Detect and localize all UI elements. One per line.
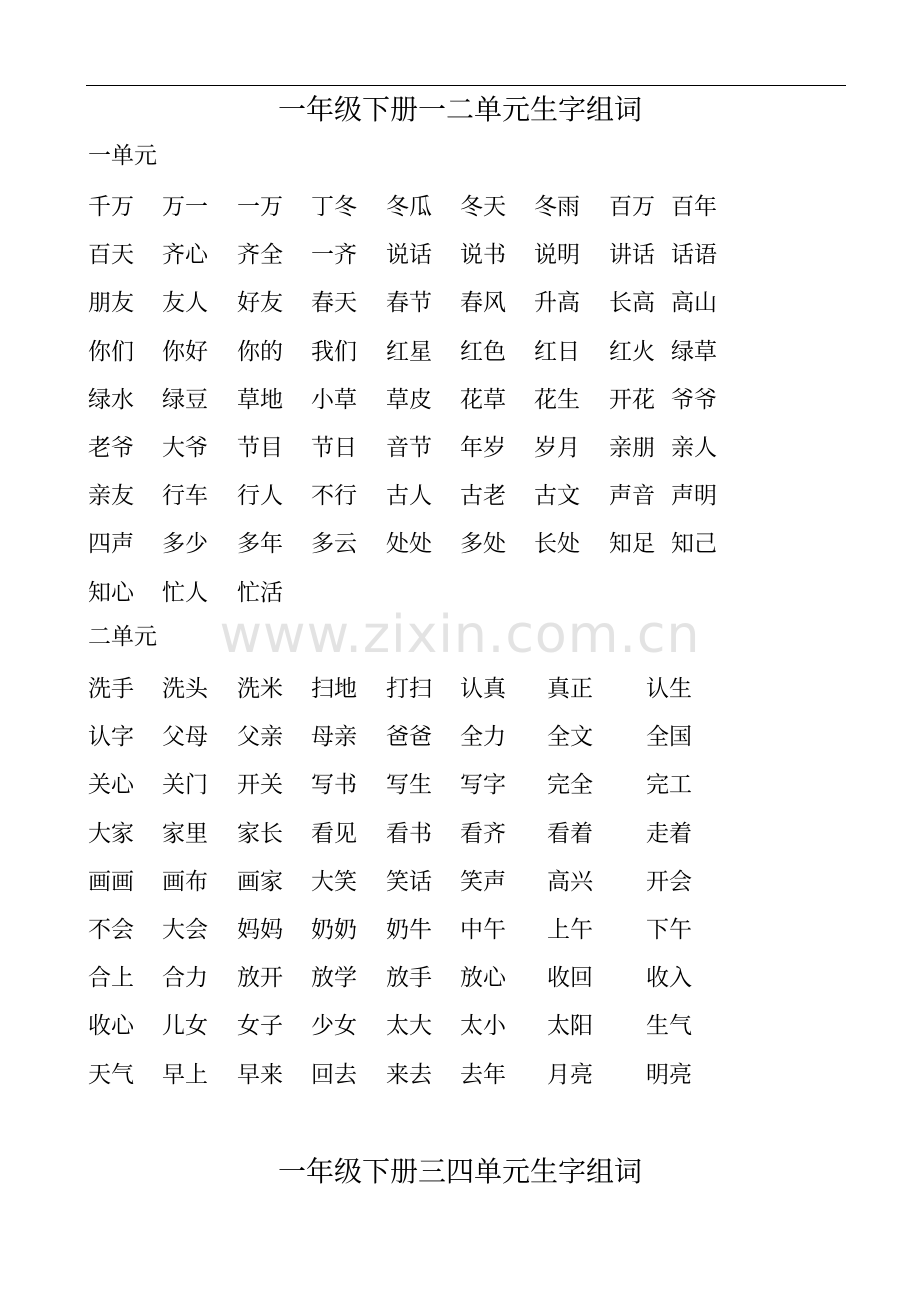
vocab-word: 草地 <box>237 386 283 413</box>
vocab-word: 红星 <box>386 338 432 365</box>
vocab-word: 年岁 <box>460 434 506 461</box>
vocab-word: 写字 <box>460 772 506 799</box>
vocab-word: 我们 <box>311 338 357 365</box>
vocab-word: 开会 <box>646 868 692 895</box>
vocab-word: 亲人 <box>671 434 717 461</box>
vocab-word: 收心 <box>88 1013 134 1040</box>
vocab-word: 全力 <box>460 724 506 751</box>
vocab-word: 千万 <box>88 194 134 220</box>
vocab-word: 打扫 <box>386 676 432 702</box>
vocab-word: 春节 <box>386 290 432 317</box>
vocab-word: 笑话 <box>386 868 432 895</box>
vocab-word: 画画 <box>88 868 134 895</box>
vocab-word: 太大 <box>386 1013 432 1040</box>
vocab-word: 绿草 <box>671 338 717 365</box>
vocab-word: 忙活 <box>237 579 283 606</box>
vocab-word: 放开 <box>237 965 283 992</box>
watermark: www.zixin.com.cn <box>219 605 701 665</box>
vocab-word: 知心 <box>88 579 134 606</box>
vocab-word: 音节 <box>386 434 432 461</box>
vocab-word: 父亲 <box>237 724 283 751</box>
vocab-word: 岁月 <box>534 434 580 461</box>
vocab-word: 老爷 <box>88 434 134 461</box>
vocab-word: 多处 <box>460 531 506 558</box>
vocab-word: 画家 <box>237 868 283 895</box>
vocab-word: 花草 <box>460 386 506 413</box>
vocab-word: 绿豆 <box>162 386 208 413</box>
vocab-word: 放学 <box>311 965 357 992</box>
vocab-word: 四声 <box>88 531 134 558</box>
vocab-word: 处处 <box>386 531 432 558</box>
vocab-word: 古人 <box>386 483 432 510</box>
vocab-word: 放手 <box>386 965 432 992</box>
vocab-word: 古老 <box>460 483 506 510</box>
vocab-word: 家里 <box>162 820 208 847</box>
vocab-word: 冬雨 <box>534 194 580 220</box>
vocab-word: 说明 <box>534 242 580 269</box>
vocab-word: 声明 <box>671 483 717 510</box>
vocab-word: 多少 <box>162 531 208 558</box>
vocab-word: 关心 <box>88 772 134 799</box>
vocab-word: 女子 <box>237 1013 283 1040</box>
vocab-word: 扫地 <box>311 676 357 702</box>
vocab-word: 笑声 <box>460 868 506 895</box>
vocab-word: 冬天 <box>460 194 506 220</box>
vocab-word: 去年 <box>460 1061 506 1088</box>
vocab-word: 节目 <box>237 434 283 461</box>
vocab-word: 你的 <box>237 338 283 365</box>
vocab-word: 放心 <box>460 965 506 992</box>
vocab-word: 太小 <box>460 1013 506 1040</box>
vocab-word: 升高 <box>534 290 580 317</box>
next-section-title: 一年级下册三四单元生字组词 <box>277 1155 642 1188</box>
vocab-word: 绿水 <box>88 386 134 413</box>
vocab-word: 奶牛 <box>386 916 432 943</box>
vocab-word: 节日 <box>311 434 357 461</box>
vocab-word: 洗头 <box>162 676 208 702</box>
vocab-word: 完工 <box>646 772 692 799</box>
vocab-word: 长处 <box>534 531 580 558</box>
vocab-word: 上午 <box>547 916 593 943</box>
vocab-word: 认真 <box>460 676 506 702</box>
vocab-word: 中午 <box>460 916 506 943</box>
vocab-word: 大会 <box>162 916 208 943</box>
vocab-word: 不会 <box>88 916 134 943</box>
vocab-word: 花生 <box>534 386 580 413</box>
vocab-word: 洗米 <box>237 676 283 702</box>
vocab-word: 看齐 <box>460 820 506 847</box>
vocab-word: 父母 <box>162 724 208 751</box>
vocab-word: 亲友 <box>88 483 134 510</box>
vocab-word: 早来 <box>237 1061 283 1088</box>
vocab-word: 长高 <box>609 290 655 317</box>
vocab-word: 齐全 <box>237 242 283 269</box>
vocab-word: 少女 <box>311 1013 357 1040</box>
unit-2-heading: 二单元 <box>88 624 157 650</box>
vocab-word: 红色 <box>460 338 506 365</box>
vocab-word: 早上 <box>162 1061 208 1088</box>
vocab-word: 百年 <box>671 194 717 220</box>
vocab-word: 合上 <box>88 965 134 992</box>
vocab-word: 知己 <box>671 531 717 558</box>
vocab-word: 你好 <box>162 338 208 365</box>
vocab-word: 关门 <box>162 772 208 799</box>
vocab-word: 开关 <box>237 772 283 799</box>
vocab-word: 一齐 <box>311 242 357 269</box>
vocab-word: 古文 <box>534 483 580 510</box>
vocab-word: 大爷 <box>162 434 208 461</box>
vocab-word: 多年 <box>237 531 283 558</box>
vocab-word: 认字 <box>88 724 134 751</box>
vocab-word: 友人 <box>162 290 208 317</box>
vocab-word: 忙人 <box>162 579 208 606</box>
vocab-word: 太阳 <box>547 1013 593 1040</box>
vocab-word: 月亮 <box>547 1061 593 1088</box>
vocab-word: 说话 <box>386 242 432 269</box>
vocab-word: 春风 <box>460 290 506 317</box>
vocab-word: 红火 <box>609 338 655 365</box>
vocab-word: 妈妈 <box>237 916 283 943</box>
vocab-word: 写书 <box>311 772 357 799</box>
vocab-word: 全文 <box>547 724 593 751</box>
vocab-word: 高山 <box>671 290 717 317</box>
vocab-word: 红日 <box>534 338 580 365</box>
vocab-word: 走着 <box>646 820 692 847</box>
vocab-word: 洗手 <box>88 676 134 702</box>
vocab-word: 万一 <box>162 194 208 220</box>
vocab-word: 话语 <box>671 242 717 269</box>
vocab-word: 大笑 <box>311 868 357 895</box>
vocab-word: 丁冬 <box>311 194 357 220</box>
vocab-word: 大家 <box>88 820 134 847</box>
vocab-word: 你们 <box>88 338 134 365</box>
vocab-word: 全国 <box>646 724 692 751</box>
vocab-word: 来去 <box>386 1061 432 1088</box>
vocab-word: 看着 <box>547 820 593 847</box>
vocab-word: 多云 <box>311 531 357 558</box>
vocab-word: 画布 <box>162 868 208 895</box>
vocab-word: 回去 <box>311 1061 357 1088</box>
vocab-word: 不行 <box>311 483 357 510</box>
vocab-word: 齐心 <box>162 242 208 269</box>
vocab-word: 行人 <box>237 483 283 510</box>
vocab-word: 百万 <box>609 194 655 220</box>
vocab-word: 行车 <box>162 483 208 510</box>
vocab-word: 春天 <box>311 290 357 317</box>
vocab-word: 小草 <box>311 386 357 413</box>
vocab-word: 生气 <box>646 1013 692 1040</box>
vocab-word: 草皮 <box>386 386 432 413</box>
vocab-word: 朋友 <box>88 290 134 317</box>
vocab-word: 高兴 <box>547 868 593 895</box>
vocab-word: 讲话 <box>609 242 655 269</box>
page-title: 一年级下册一二单元生字组词 <box>277 93 642 126</box>
vocab-word: 母亲 <box>311 724 357 751</box>
vocab-word: 亲朋 <box>609 434 655 461</box>
vocab-word: 完全 <box>547 772 593 799</box>
vocab-word: 真正 <box>547 676 593 702</box>
vocab-word: 知足 <box>609 531 655 558</box>
top-rule <box>86 85 846 86</box>
vocab-word: 爸爸 <box>386 724 432 751</box>
vocab-word: 好友 <box>237 290 283 317</box>
vocab-word: 开花 <box>609 386 655 413</box>
vocab-word: 爷爷 <box>671 386 717 413</box>
vocab-word: 说书 <box>460 242 506 269</box>
vocab-word: 认生 <box>646 676 692 702</box>
vocab-word: 儿女 <box>162 1013 208 1040</box>
vocab-word: 收回 <box>547 965 593 992</box>
vocab-word: 百天 <box>88 242 134 269</box>
vocab-word: 一万 <box>237 194 283 220</box>
vocab-word: 收入 <box>646 965 692 992</box>
vocab-word: 写生 <box>386 772 432 799</box>
vocab-word: 看见 <box>311 820 357 847</box>
vocab-word: 奶奶 <box>311 916 357 943</box>
vocab-word: 合力 <box>162 965 208 992</box>
vocab-word: 天气 <box>88 1061 134 1088</box>
vocab-word: 冬瓜 <box>386 194 432 220</box>
vocab-word: 看书 <box>386 820 432 847</box>
vocab-word: 家长 <box>237 820 283 847</box>
vocab-word: 下午 <box>646 916 692 943</box>
vocab-word: 明亮 <box>646 1061 692 1088</box>
unit-1-heading: 一单元 <box>88 143 157 169</box>
vocab-word: 声音 <box>609 483 655 510</box>
